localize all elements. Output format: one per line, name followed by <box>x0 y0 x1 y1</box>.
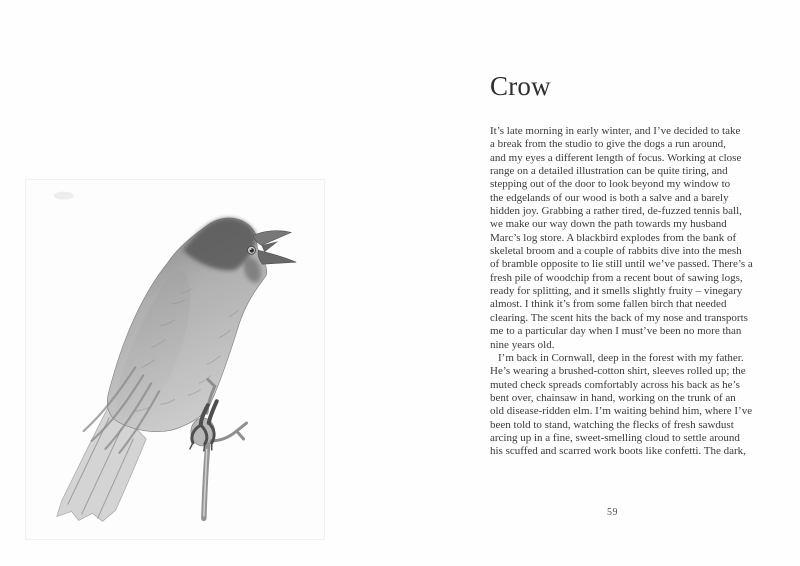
text-line: been told to stand, watching the flecks of fresh sawdust <box>490 418 734 431</box>
text-line: hidden joy. Grabbing a rather tired, de-fuzzed tennis ball, <box>490 205 742 218</box>
text-line: bent over, chainsaw in hand, working on the trunk of an <box>490 391 736 404</box>
text-line: He’s wearing a brushed-cotton shirt, sleeves rolled up; the <box>490 365 746 378</box>
text-line: clearing. The scent hits the back of my nose and transports <box>490 311 748 324</box>
text-line: fresh pile of woodchip from a recent bout of sawing logs, <box>490 271 743 284</box>
text-line: we make our way down the path towards my husband <box>490 218 727 231</box>
paragraph <box>490 352 760 459</box>
chapter-title: Crow <box>490 71 551 101</box>
text-line: the edgelands of our wood is both a salve and a barely <box>490 191 729 204</box>
paragraph <box>490 125 760 352</box>
text-line: nine years old. <box>490 338 555 351</box>
body-text <box>490 125 760 459</box>
page-number: 59 <box>607 507 618 518</box>
text-line: old disease-ridden elm. I’m waiting behind him, where I’ve <box>490 405 753 418</box>
text-line: of bramble opposite to lie still until we’ve passed. There’s a <box>490 258 753 271</box>
text-line: a break from the studio to give the dogs a run around, <box>490 138 726 151</box>
text-line: range on a detailed illustration can be quite tiring, and <box>490 165 728 178</box>
text-line: stepping out of the door to look beyond my window to <box>490 178 731 191</box>
text-line: skeletal broom and a couple of rabbits dive into the mesh <box>490 245 742 258</box>
text-line: his scuffed and scarred work boots like confetti. The dark, <box>490 445 746 458</box>
text-line: muted check spreads comfortably across his back as he’s <box>490 378 740 391</box>
text-line: me to a particular day when I must’ve been no more than <box>490 325 742 338</box>
text-line: and my eyes a different length of focus. Working at close <box>490 151 742 164</box>
text-line: It’s late morning in early winter, and I’ve decided to take <box>490 125 741 137</box>
text-line: ready for splitting, and it smells slightly fruity – vinegary <box>490 285 743 298</box>
text-line: Marc’s log store. A blackbird explodes from the bank of <box>490 231 737 244</box>
text-line: arcing up in a fine, sweet-smelling cloud to settle around <box>490 431 740 444</box>
text-line: I’m back in Cornwall, deep in the forest with my father. <box>498 351 744 364</box>
text-line: almost. I think it’s from some fallen birch that needed <box>490 298 727 311</box>
